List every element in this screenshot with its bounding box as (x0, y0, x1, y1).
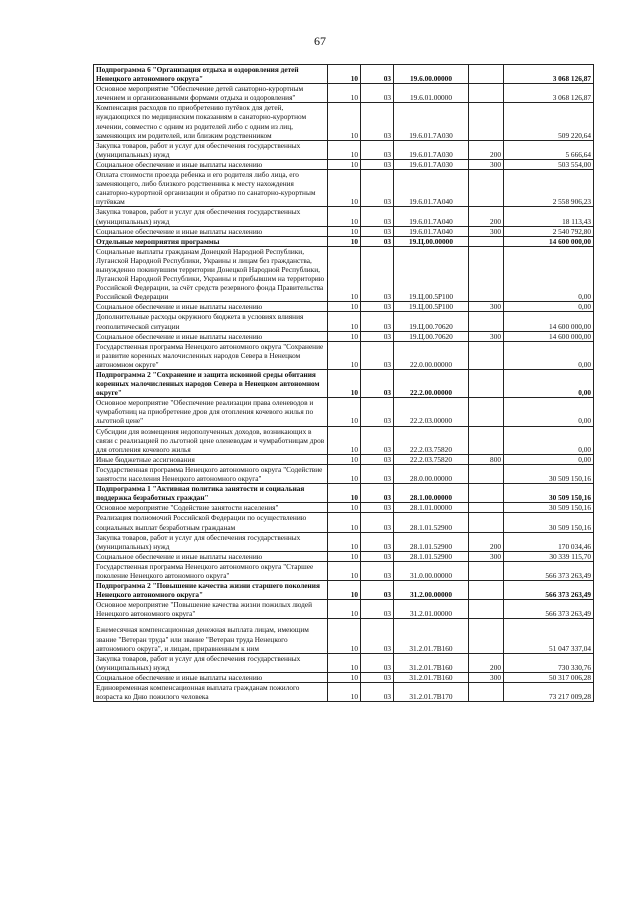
subsection-code-cell: 03 (361, 331, 394, 341)
subsection-code-cell: 03 (361, 302, 394, 312)
section-code-cell: 10 (328, 331, 361, 341)
expenditure-name-cell: Социальное обеспечение и иные выплаты населению (94, 551, 328, 561)
expense-type-code-cell: 300 (469, 672, 504, 682)
amount-cell: 2 558 906,23 (504, 170, 594, 207)
table-row (94, 619, 594, 653)
table-row (94, 65, 594, 84)
expense-type-code-cell (469, 312, 504, 331)
expenditure-name-cell: Единовременная компенсационная выплата гражданам пожилого возраста ко Дню пожилого человека (94, 683, 328, 702)
subsection-code-cell: 03 (361, 370, 394, 398)
section-code-cell: 10 (328, 341, 361, 369)
expenditure-name-cell: Основное мероприятие "Обеспечение реализации права оленеводов и чумработниц на приобретение дров для отопления кочевого жилья по льготной цене" (94, 398, 328, 426)
target-article-code-cell: 22.2.03.00000 (394, 398, 469, 426)
section-code-cell: 10 (328, 236, 361, 246)
table-row (94, 600, 594, 619)
target-article-code-cell: 19.6.01.7А030 (394, 103, 469, 140)
expense-type-code-cell: 300 (469, 331, 504, 341)
amount-cell: 503 554,00 (504, 159, 594, 169)
page-number: 67 (314, 34, 326, 48)
subsection-code-cell: 03 (361, 503, 394, 513)
table-row (94, 581, 594, 600)
amount-cell: 73 217 009,28 (504, 683, 594, 702)
subsection-code-cell: 03 (361, 207, 394, 226)
expense-type-code-cell: 200 (469, 140, 504, 159)
expenditure-name-cell: Подпрограмма 6 "Организация отдыха и оздоровления детей Ненецкого автономного округа" (94, 65, 328, 84)
expenditure-name-cell: Подпрограмма 1 "Активная политика занятости и социальная поддержка безработных граждан" (94, 484, 328, 503)
amount-cell: 3 068 126,87 (504, 65, 594, 84)
table-row (94, 454, 594, 464)
table-row (94, 398, 594, 426)
expense-type-code-cell (469, 581, 504, 600)
section-code-cell: 10 (328, 653, 361, 672)
expense-type-code-cell (469, 484, 504, 503)
budget-table (93, 64, 594, 702)
table-row (94, 653, 594, 672)
expenditure-name-cell: Государственная программа Ненецкого автономного округа "Содействие занятости населения Ненецкого автономного округа" (94, 464, 328, 483)
amount-cell: 0,00 (504, 246, 594, 302)
table-row (94, 503, 594, 513)
target-article-code-cell: 19.6.01.7А040 (394, 207, 469, 226)
expenditure-name-cell: Отдельные мероприятия программы (94, 236, 328, 246)
subsection-code-cell: 03 (361, 84, 394, 103)
section-code-cell: 10 (328, 159, 361, 169)
subsection-code-cell: 03 (361, 312, 394, 331)
table-row (94, 532, 594, 551)
target-article-code-cell: 22.2.00.00000 (394, 370, 469, 398)
table-row (94, 683, 594, 702)
section-code-cell: 10 (328, 302, 361, 312)
expenditure-name-cell: Основное мероприятие "Повышение качества жизни пожилых людей Ненецкого автономного округа" (94, 600, 328, 619)
target-article-code-cell: 19.6.01.7А040 (394, 226, 469, 236)
section-code-cell: 10 (328, 398, 361, 426)
amount-cell: 0,00 (504, 426, 594, 454)
section-code-cell: 10 (328, 513, 361, 532)
target-article-code-cell: 22.0.00.00000 (394, 341, 469, 369)
target-article-code-cell: 31.2.01.7В160 (394, 653, 469, 672)
budget-table-body (94, 65, 594, 702)
expense-type-code-cell (469, 84, 504, 103)
section-code-cell: 10 (328, 672, 361, 682)
target-article-code-cell: 31.2.01.7В170 (394, 683, 469, 702)
section-code-cell: 10 (328, 619, 361, 653)
target-article-code-cell: 31.0.00.00000 (394, 561, 469, 580)
table-row (94, 236, 594, 246)
target-article-code-cell: 22.2.03.75820 (394, 426, 469, 454)
table-row (94, 246, 594, 302)
target-article-code-cell: 19.Ц.00.00000 (394, 236, 469, 246)
amount-cell: 14 600 000,00 (504, 331, 594, 341)
subsection-code-cell: 03 (361, 561, 394, 580)
table-row (94, 331, 594, 341)
expense-type-code-cell: 300 (469, 302, 504, 312)
expense-type-code-cell (469, 426, 504, 454)
amount-cell: 30 509 150,16 (504, 513, 594, 532)
expenditure-name-cell: Государственная программа Ненецкого автономного округа "Старшее поколение Ненецкого автономного округа" (94, 561, 328, 580)
expenditure-name-cell: Социальное обеспечение и иные выплаты населению (94, 672, 328, 682)
subsection-code-cell: 03 (361, 454, 394, 464)
amount-cell: 51 047 337,04 (504, 619, 594, 653)
expense-type-code-cell (469, 398, 504, 426)
subsection-code-cell: 03 (361, 140, 394, 159)
expenditure-name-cell: Компенсация расходов по приобретению путёвок для детей, нуждающихся по медицинским показаниям в санаторно-курортном лечении, совместно с одним из родителей либо с одним из лиц, заменяющих им родителей, или близким родственником (94, 103, 328, 140)
table-row (94, 370, 594, 398)
expenditure-name-cell: Основное мероприятие "Обеспечение детей санаторно-курортным лечением и организованными формами отдыха и оздоровления" (94, 84, 328, 103)
expenditure-name-cell: Социальные выплаты гражданам Донецкой Народной Республики, Луганской Народной Республики, Украины и лицам без гражданства, вынужденно покинувшим территории Донецкой Народной Республики, Луганской Народной Республики, Украины и прибывшим на территорию Российской Федерации, за счёт средств резервного фонда Правительства Российской Федерации (94, 246, 328, 302)
target-article-code-cell: 22.2.03.75820 (394, 454, 469, 464)
target-article-code-cell: 28.1.01.52900 (394, 551, 469, 561)
amount-cell: 730 330,76 (504, 653, 594, 672)
section-code-cell: 10 (328, 581, 361, 600)
expense-type-code-cell: 200 (469, 207, 504, 226)
section-code-cell: 10 (328, 551, 361, 561)
table-row (94, 484, 594, 503)
expenditure-name-cell: Субсидии для возмещения недополученных доходов, возникающих в связи с реализацией по льготной цене оленеводам и чумработницам дров для отопления кочевого жилья (94, 426, 328, 454)
section-code-cell: 10 (328, 207, 361, 226)
table-row (94, 159, 594, 169)
expense-type-code-cell (469, 464, 504, 483)
section-code-cell: 10 (328, 426, 361, 454)
subsection-code-cell: 03 (361, 246, 394, 302)
subsection-code-cell: 03 (361, 672, 394, 682)
expense-type-code-cell (469, 513, 504, 532)
expenditure-name-cell: Социальное обеспечение и иные выплаты населению (94, 331, 328, 341)
target-article-code-cell: 28.1.01.00000 (394, 503, 469, 513)
expense-type-code-cell (469, 683, 504, 702)
amount-cell: 0,00 (504, 370, 594, 398)
target-article-code-cell: 19.6.01.7А040 (394, 170, 469, 207)
expenditure-name-cell: Иные бюджетные ассигнования (94, 454, 328, 464)
subsection-code-cell: 03 (361, 65, 394, 84)
table-row (94, 426, 594, 454)
expense-type-code-cell: 800 (469, 454, 504, 464)
amount-cell: 3 068 126,87 (504, 84, 594, 103)
amount-cell: 0,00 (504, 454, 594, 464)
table-row (94, 513, 594, 532)
table-row (94, 312, 594, 331)
expenditure-name-cell: Закупка товаров, работ и услуг для обеспечения государственных (муниципальных) нужд (94, 653, 328, 672)
amount-cell: 0,00 (504, 302, 594, 312)
expense-type-code-cell (469, 246, 504, 302)
target-article-code-cell: 19.Ц.00.70620 (394, 331, 469, 341)
target-article-code-cell: 31.2.01.00000 (394, 600, 469, 619)
target-article-code-cell: 28.1.01.52900 (394, 513, 469, 532)
expenditure-name-cell: Закупка товаров, работ и услуг для обеспечения государственных (муниципальных) нужд (94, 207, 328, 226)
section-code-cell: 10 (328, 503, 361, 513)
expense-type-code-cell: 200 (469, 532, 504, 551)
expenditure-name-cell: Реализация полномочий Российской Федерации по осуществлению социальных выплат безработным гражданам (94, 513, 328, 532)
amount-cell: 30 339 115,70 (504, 551, 594, 561)
section-code-cell: 10 (328, 140, 361, 159)
amount-cell: 30 509 150,16 (504, 484, 594, 503)
amount-cell: 5 666,64 (504, 140, 594, 159)
subsection-code-cell: 03 (361, 600, 394, 619)
expense-type-code-cell (469, 600, 504, 619)
amount-cell: 14 600 000,00 (504, 236, 594, 246)
amount-cell: 566 373 263,49 (504, 581, 594, 600)
table-row (94, 561, 594, 580)
subsection-code-cell: 03 (361, 398, 394, 426)
expense-type-code-cell (469, 503, 504, 513)
amount-cell: 30 509 150,16 (504, 464, 594, 483)
amount-cell: 509 220,64 (504, 103, 594, 140)
expense-type-code-cell (469, 561, 504, 580)
table-row (94, 672, 594, 682)
target-article-code-cell: 31.2.01.7В160 (394, 619, 469, 653)
target-article-code-cell: 19.Ц.00.5Р100 (394, 302, 469, 312)
section-code-cell: 10 (328, 84, 361, 103)
subsection-code-cell: 03 (361, 683, 394, 702)
subsection-code-cell: 03 (361, 464, 394, 483)
target-article-code-cell: 28.1.00.00000 (394, 484, 469, 503)
expenditure-name-cell: Социальное обеспечение и иные выплаты населению (94, 159, 328, 169)
subsection-code-cell: 03 (361, 341, 394, 369)
subsection-code-cell: 03 (361, 581, 394, 600)
expense-type-code-cell (469, 65, 504, 84)
amount-cell: 2 540 792,80 (504, 226, 594, 236)
amount-cell: 14 600 000,00 (504, 312, 594, 331)
amount-cell: 0,00 (504, 398, 594, 426)
expense-type-code-cell (469, 103, 504, 140)
section-code-cell: 10 (328, 464, 361, 483)
target-article-code-cell: 28.0.00.00000 (394, 464, 469, 483)
section-code-cell: 10 (328, 226, 361, 236)
target-article-code-cell: 28.1.01.52900 (394, 532, 469, 551)
expenditure-name-cell: Закупка товаров, работ и услуг для обеспечения государственных (муниципальных) нужд (94, 140, 328, 159)
subsection-code-cell: 03 (361, 532, 394, 551)
expenditure-name-cell: Подпрограмма 2 "Сохранение и защита исконной среды обитания коренных малочисленных народов Севера в Ненецком автономном округе" (94, 370, 328, 398)
subsection-code-cell: 03 (361, 103, 394, 140)
amount-cell: 30 509 150,16 (504, 503, 594, 513)
subsection-code-cell: 03 (361, 426, 394, 454)
target-article-code-cell: 19.6.00.00000 (394, 65, 469, 84)
table-row (94, 103, 594, 140)
amount-cell: 0,00 (504, 341, 594, 369)
section-code-cell: 10 (328, 170, 361, 207)
expenditure-name-cell: Ежемесячная компенсационная денежная выплата лицам, имеющим звание "Ветеран труда" или звание "Ветеран труда Ненецкого автономного округа", и лицам, приравненным к ним (94, 619, 328, 653)
table-row (94, 140, 594, 159)
expenditure-name-cell: Государственная программа Ненецкого автономного округа "Сохранение и развитие коренных малочисленных народов Севера в Ненецком автономном округе" (94, 341, 328, 369)
amount-cell: 170 034,46 (504, 532, 594, 551)
section-code-cell: 10 (328, 561, 361, 580)
section-code-cell: 10 (328, 600, 361, 619)
subsection-code-cell: 03 (361, 236, 394, 246)
expense-type-code-cell (469, 170, 504, 207)
expense-type-code-cell: 200 (469, 653, 504, 672)
section-code-cell: 10 (328, 246, 361, 302)
amount-cell: 18 113,43 (504, 207, 594, 226)
table-row (94, 170, 594, 207)
expenditure-name-cell: Подпрограмма 2 "Повышение качества жизни старшего поколения Ненецкого автономного округа" (94, 581, 328, 600)
table-row (94, 207, 594, 226)
section-code-cell: 10 (328, 683, 361, 702)
target-article-code-cell: 31.2.01.7В160 (394, 672, 469, 682)
subsection-code-cell: 03 (361, 159, 394, 169)
target-article-code-cell: 19.6.01.7А030 (394, 140, 469, 159)
table-row (94, 302, 594, 312)
amount-cell: 566 373 263,49 (504, 600, 594, 619)
table-row (94, 341, 594, 369)
target-article-code-cell: 19.Ц.00.5Р100 (394, 246, 469, 302)
amount-cell: 50 317 006,28 (504, 672, 594, 682)
target-article-code-cell: 19.Ц.00.70620 (394, 312, 469, 331)
section-code-cell: 10 (328, 484, 361, 503)
section-code-cell: 10 (328, 312, 361, 331)
subsection-code-cell: 03 (361, 619, 394, 653)
section-code-cell: 10 (328, 454, 361, 464)
subsection-code-cell: 03 (361, 551, 394, 561)
subsection-code-cell: 03 (361, 484, 394, 503)
target-article-code-cell: 19.6.01.7А030 (394, 159, 469, 169)
expense-type-code-cell (469, 236, 504, 246)
subsection-code-cell: 03 (361, 226, 394, 236)
table-row (94, 84, 594, 103)
section-code-cell: 10 (328, 65, 361, 84)
table-row (94, 226, 594, 236)
subsection-code-cell: 03 (361, 513, 394, 532)
expense-type-code-cell (469, 619, 504, 653)
expense-type-code-cell: 300 (469, 226, 504, 236)
target-article-code-cell: 19.6.01.00000 (394, 84, 469, 103)
subsection-code-cell: 03 (361, 170, 394, 207)
expenditure-name-cell: Дополнительные расходы окружного бюджета в условиях влияния геополитической ситуации (94, 312, 328, 331)
expenditure-name-cell: Оплата стоимости проезда ребенка и его родителя либо лица, его заменяющего, либо близкого родственника к месту нахождения санаторно-курортной организации и обратно по санаторно-курортным путёвкам (94, 170, 328, 207)
expense-type-code-cell (469, 370, 504, 398)
expenditure-name-cell: Социальное обеспечение и иные выплаты населению (94, 302, 328, 312)
expenditure-name-cell: Закупка товаров, работ и услуг для обеспечения государственных (муниципальных) нужд (94, 532, 328, 551)
table-row (94, 551, 594, 561)
table-row (94, 464, 594, 483)
target-article-code-cell: 31.2.00.00000 (394, 581, 469, 600)
expenditure-name-cell: Социальное обеспечение и иные выплаты населению (94, 226, 328, 236)
expense-type-code-cell (469, 341, 504, 369)
amount-cell: 566 373 263,49 (504, 561, 594, 580)
section-code-cell: 10 (328, 103, 361, 140)
expenditure-name-cell: Основное мероприятие "Содействие занятости населения" (94, 503, 328, 513)
section-code-cell: 10 (328, 370, 361, 398)
expense-type-code-cell: 300 (469, 159, 504, 169)
expense-type-code-cell: 300 (469, 551, 504, 561)
subsection-code-cell: 03 (361, 653, 394, 672)
section-code-cell: 10 (328, 532, 361, 551)
